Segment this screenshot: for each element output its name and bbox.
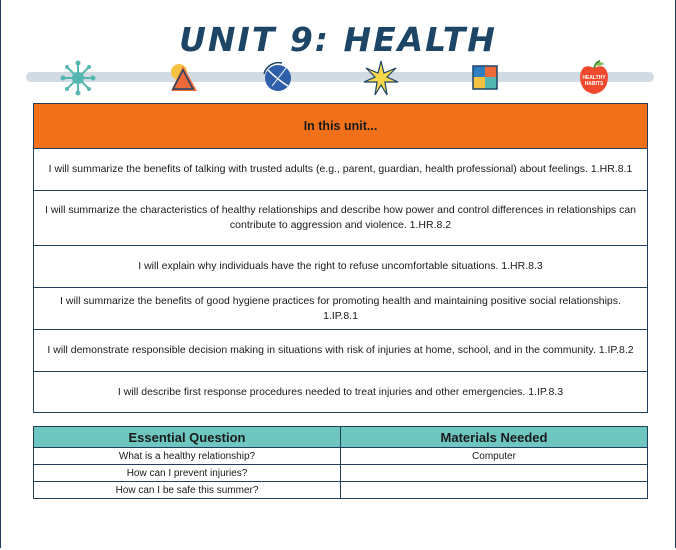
table-row [34,149,648,191]
table-row [34,482,648,499]
materials-cell [341,465,648,482]
unit-objectives-table [33,103,648,413]
materials-cell [341,482,648,499]
table-row [34,330,648,372]
starburst-icon [361,58,401,98]
molecule-icon [58,58,98,98]
apple-icon [574,58,614,98]
materials-needed-header: Materials Needed [341,427,648,448]
objective-cell: I will summarize the benefits of talking with trusted adults (e.g., parent, guardian, health professional) about feelings. 1.HR.8.1 [34,149,648,191]
objective-cell: I will summarize the benefits of good hygiene practices for promoting health and maintaining positive social relationships. 1.IP.8.1 [34,288,648,330]
question-cell: How can I prevent injuries? [34,465,341,482]
objective-cell: I will explain why individuals have the right to refuse uncomfortable situations. 1.HR.8.3 [34,246,648,288]
table-row [34,448,648,465]
apple-label-bottom: HABITS [584,81,604,87]
table-row [34,288,648,330]
icon-track [26,72,654,82]
unit-header: In this unit... [34,104,648,149]
table-header-row [34,104,648,149]
essential-question-header: Essential Question [34,427,341,448]
shapes-icon [163,58,203,98]
color-block-icon [465,58,505,98]
question-cell: How can I be safe this summer? [34,482,341,499]
table-row [34,246,648,288]
table-row [34,191,648,246]
materials-cell: Computer [341,448,648,465]
objective-cell: I will demonstrate responsible decision making in situations with risk of injuries at home, school, and in the community. 1.IP.8.2 [34,330,648,372]
page-title: UNIT 9: HEALTH [179,20,497,59]
table-header-row [34,427,648,448]
essential-question-table [33,426,648,499]
apple-label-top: HEALTHY [582,75,606,81]
question-cell: What is a healthy relationship? [34,448,341,465]
objective-cell: I will summarize the characteristics of healthy relationships and describe how power and control differences in relationships can contribute to aggression and violence. 1.HR.8.2 [34,191,648,246]
table-row [34,372,648,413]
objective-cell: I will describe first response procedures needed to treat injuries and other emergencies. 1.IP.8.3 [34,372,648,413]
table-row [34,465,648,482]
globe-icon [258,58,298,98]
